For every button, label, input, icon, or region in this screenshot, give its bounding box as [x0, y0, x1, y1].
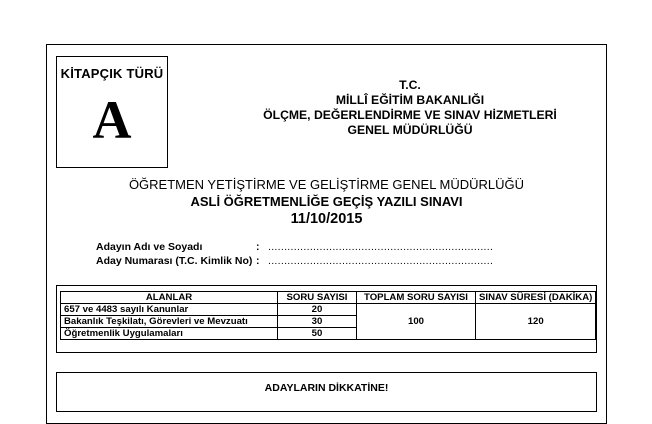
exam-department: ÖĞRETMEN YETİŞTİRME VE GELİŞTİRME GENEL MÜDÜRLÜĞÜ [128, 177, 525, 192]
ministry-line: ÖLÇME, DEĞERLENDİRME VE SINAV HİZMETLERİ [263, 108, 557, 122]
duration-cell: 120 [476, 304, 596, 340]
count-cell: 50 [278, 328, 357, 340]
ministry-header [168, 78, 652, 138]
candidate-number-label: Aday Numarası (T.C. Kimlik No) [96, 255, 253, 267]
attention-title: ADAYLARIN DİKKATİNE! [264, 382, 389, 394]
ministry-line: MİLLÎ EĞİTİM BAKANLIĞI [335, 93, 485, 107]
header-total-questions: TOPLAM SORU SAYISI [357, 292, 476, 304]
exam-name: ASLİ ÖĞRETMENLİĞE GEÇİŞ YAZILI SINAVI [190, 194, 463, 209]
table-header-row [61, 292, 596, 304]
attention-box [56, 372, 597, 412]
booklet-type-box [56, 56, 168, 168]
count-cell: 20 [278, 304, 357, 316]
exam-date: 11/10/2015 [290, 211, 363, 227]
total-questions-cell: 100 [357, 304, 476, 340]
area-cell: Öğretmenlik Uygulamaları [61, 328, 278, 340]
ministry-line: T.C. [399, 78, 421, 92]
candidate-number-field[interactable]: ...................................................................... [268, 255, 494, 267]
candidate-name-colon: : [256, 241, 260, 253]
exam-info [46, 176, 607, 228]
area-cell: Bakanlık Teşkilatı, Görevleri ve Mevzuatı [61, 316, 278, 328]
candidate-name-row [96, 240, 493, 254]
header-question-count: SORU SAYISI [278, 292, 357, 304]
booklet-type-letter: A [92, 90, 132, 150]
header-exam-duration: SINAV SÜRESİ (DAKİKA) [476, 292, 596, 304]
table-row [61, 304, 596, 316]
exam-sections-table [60, 291, 596, 340]
header-areas: ALANLAR [61, 292, 278, 304]
booklet-type-label: KİTAPÇIK TÜRÜ [60, 66, 164, 81]
candidate-number-row [96, 254, 493, 268]
ministry-line: GENEL MÜDÜRLÜĞÜ [347, 123, 473, 137]
candidate-name-label: Adayın Adı ve Soyadı [96, 241, 203, 253]
area-cell: 657 ve 4483 sayılı Kanunlar [61, 304, 278, 316]
candidate-number-colon: : [256, 255, 260, 267]
candidate-name-field[interactable]: ...................................................................... [268, 241, 494, 253]
count-cell: 30 [278, 316, 357, 328]
